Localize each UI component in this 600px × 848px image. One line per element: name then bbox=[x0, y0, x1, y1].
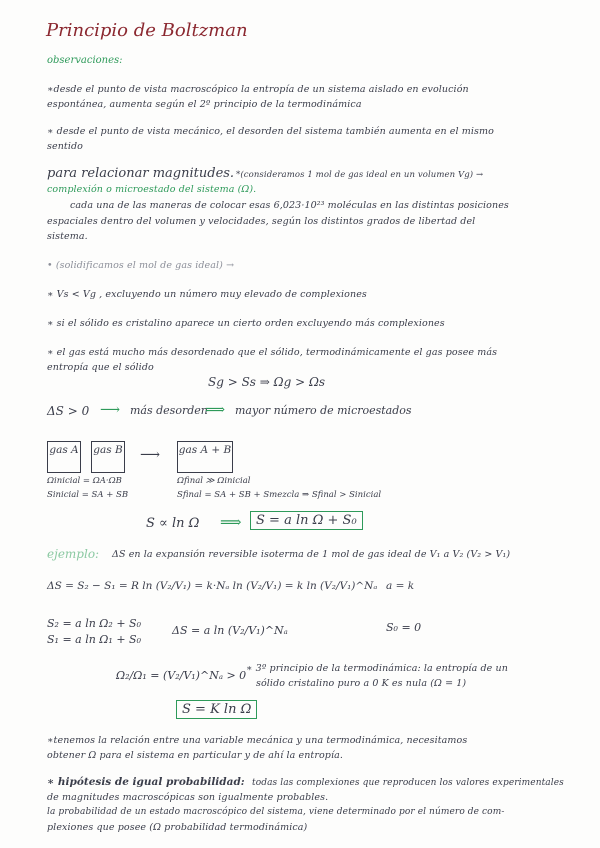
s-k-ln-omega-box: S = K ln Ω bbox=[176, 700, 257, 719]
sg-ss-relation: Sg > Ss ⇒ Ωg > Ωs bbox=[208, 375, 326, 389]
bullet-gas-line1: ∗ el gas está mucho más desordenado que el sólido, termodinámicamente el gas posee más bbox=[47, 347, 498, 358]
page-title: Principio de Boltzman bbox=[46, 20, 248, 41]
omega-inicial: Ωinicial = ΩA·ΩB bbox=[47, 476, 122, 486]
tercer-principio-line2: sólido cristalino puro a 0 K es nula (Ω = 1) bbox=[256, 678, 467, 689]
tenemos-line2: obtener Ω para el sistema en particular y de ahí la entropía. bbox=[47, 750, 344, 761]
s2-equation: S₂ = a ln Ω₂ + S₀ bbox=[47, 617, 141, 630]
tenemos-line1: ∗tenemos la relación entre una variable mecánica y una termodinámica, necesitamos bbox=[47, 735, 468, 746]
s-inicial: Sinicial = SA + SB bbox=[47, 490, 129, 500]
complexion-line: complexión o microestado del sistema (Ω). bbox=[47, 184, 257, 195]
cada-line2: espaciales dentro del volumen y velocidades, según los distintos grados de libertad del bbox=[47, 216, 476, 227]
tercer-principio-line1: ∗ 3º principio de la termodinámica: la entropía de un bbox=[246, 663, 508, 674]
gas-ab-box: gas A + B bbox=[177, 441, 233, 473]
mas-desorden: más desorden bbox=[130, 404, 208, 417]
omega-final: Ωfinal ≫ Ωinicial bbox=[177, 476, 251, 486]
obs2-line2: sentido bbox=[47, 141, 83, 152]
mayor-microestados: mayor número de microestados bbox=[235, 404, 412, 417]
para-relacionar-note: *(consideramos 1 mol de gas ideal en un volumen Vg) → bbox=[236, 170, 484, 180]
cada-line1: cada una de las maneras de colocar esas 6,023·10²³ moléculas en las distintas posiciones bbox=[70, 200, 509, 211]
ejemplo-text: ΔS en la expansión reversible isoterma de 1 mol de gas ideal de V₁ a V₂ (V₂ > V₁) bbox=[112, 549, 511, 560]
delta-s-ln-equation: ΔS = a ln (V₂/V₁)^Nₐ bbox=[172, 624, 288, 637]
arrow-right-icon: ⟹ bbox=[205, 402, 226, 418]
obs1-line2: espontánea, aumenta según el 2º principio de la termodinámica bbox=[47, 99, 362, 110]
hipotesis-line2: de magnitudes macroscópicas son igualmente probables. bbox=[47, 792, 329, 803]
gas-a-box: gas A bbox=[47, 441, 81, 473]
s-final: Sfinal = SA + SB + Smezcla ⇒ Sfinal > Sinicial bbox=[177, 490, 382, 500]
bullet-vs: ∗ Vs < Vg , excluyendo un número muy elevado de complexiones bbox=[47, 289, 367, 300]
observaciones-heading: observaciones: bbox=[47, 55, 123, 66]
s-proportional-ln-omega: S ∝ ln Ω bbox=[146, 516, 200, 531]
ejemplo-label: ejemplo: bbox=[47, 547, 100, 561]
cada-line3: sistema. bbox=[47, 231, 88, 242]
delta-s-calculation: ΔS = S₂ − S₁ = R ln (V₂/V₁) = k·Nₐ ln (V₂/V₁) = k ln (V₂/V₁)^Nₐ bbox=[47, 580, 378, 592]
bullet-cristalino: ∗ si el sólido es cristalino aparece un cierto orden excluyendo más complexiones bbox=[47, 318, 445, 329]
hipotesis-label: ∗ hipótesis de igual probabilidad: bbox=[47, 776, 245, 788]
para-relacionar-heading: para relacionar magnitudes. bbox=[47, 166, 235, 181]
solidificamos-line: • (solidificamos el mol de gas ideal) → bbox=[47, 260, 235, 271]
s1-equation: S₁ = a ln Ω₁ + S₀ bbox=[47, 633, 141, 646]
arrow-right-icon: ⟶ bbox=[100, 402, 121, 418]
bullet-gas-line2: entropía que el sólido bbox=[47, 362, 154, 373]
hipotesis-line3: la probabilidad de un estado macroscópico del sistema, viene determinado por el número de com- bbox=[47, 807, 505, 817]
s0-equals-zero: S₀ = 0 bbox=[386, 621, 422, 634]
omega-ratio-equation: Ω₂/Ω₁ = (V₂/V₁)^Nₐ > 0 bbox=[116, 669, 247, 682]
hipotesis-line1: todas las complexiones que reproducen los valores experimentales bbox=[252, 778, 564, 788]
boltzmann-formula-box: S = a ln Ω + S₀ bbox=[250, 511, 363, 530]
obs2-line1: ∗ desde el punto de vista mecánico, el desorden del sistema también aumenta en el mismo bbox=[47, 126, 494, 137]
gas-b-box: gas B bbox=[91, 441, 125, 473]
arrow-right-icon: ⟹ bbox=[220, 513, 242, 531]
a-equals-k: a = k bbox=[386, 580, 415, 592]
arrow-right-icon: ⟶ bbox=[140, 447, 161, 463]
delta-s-positive: ΔS > 0 bbox=[47, 404, 90, 418]
hipotesis-line4: plexiones que posee (Ω probabilidad termodinámica) bbox=[47, 822, 308, 833]
obs1-line1: ∗desde el punto de vista macroscópico la entropía de un sistema aislado en evolución bbox=[47, 84, 469, 95]
